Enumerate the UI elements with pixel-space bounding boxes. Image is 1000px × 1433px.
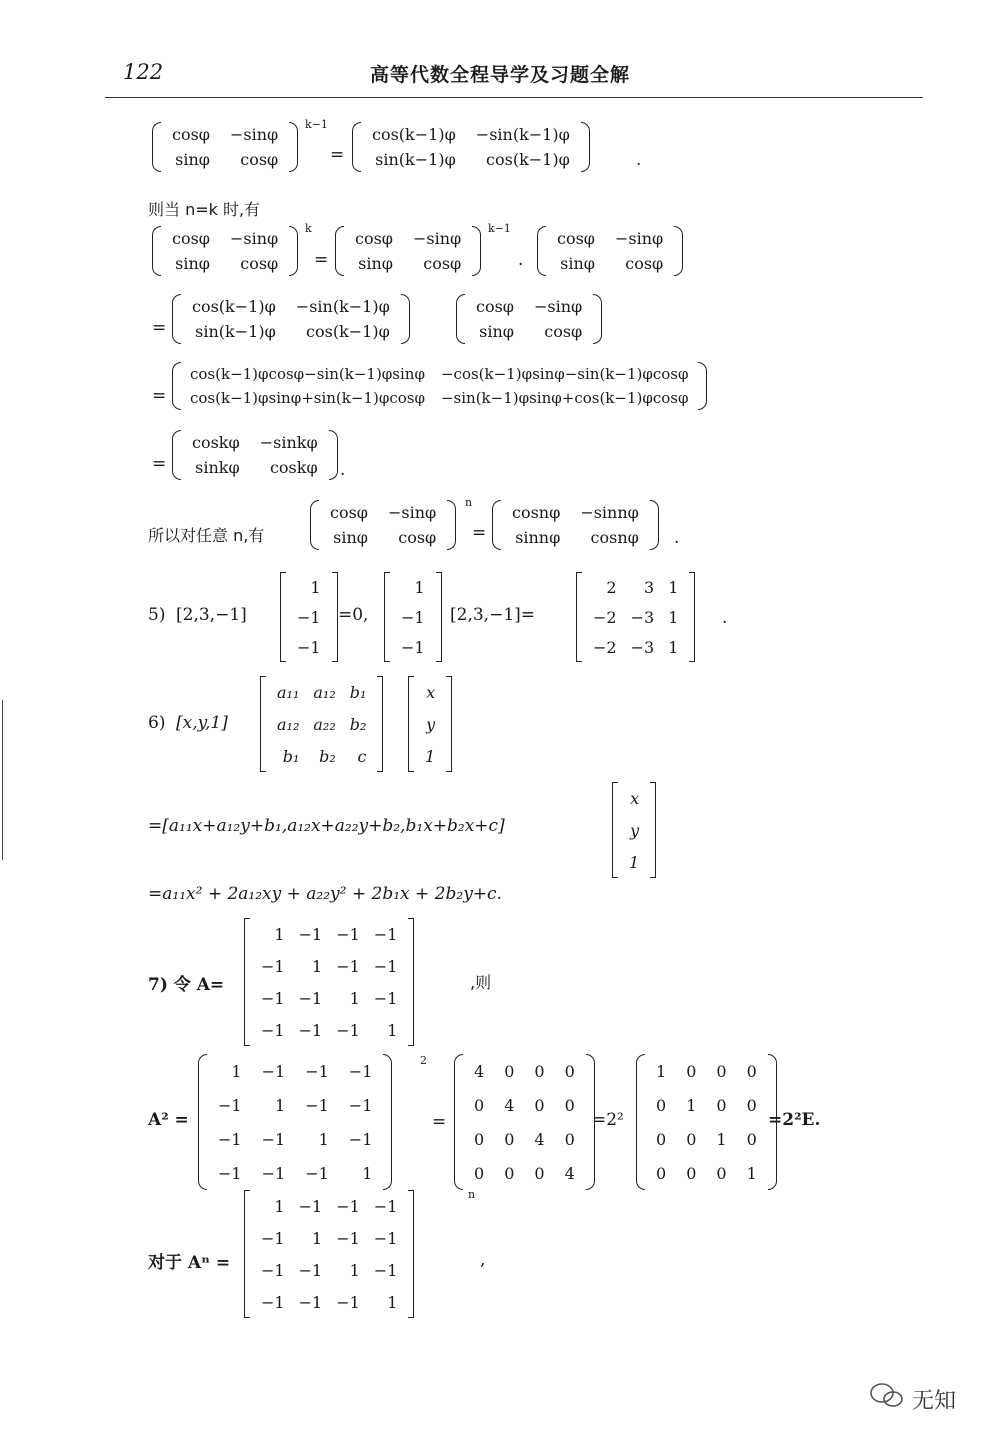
matrix-cell: 1 bbox=[310, 577, 321, 597]
matrix-cell: −1 bbox=[298, 1292, 323, 1312]
matrix-cell: −1 bbox=[218, 1095, 242, 1115]
matrix-cell: −1 bbox=[261, 1292, 285, 1312]
period: . bbox=[722, 608, 728, 628]
matrix-cell: cosφ bbox=[355, 229, 394, 248]
matrix-product-expanded bbox=[172, 362, 707, 410]
matrix-cell: a₁₂ bbox=[277, 714, 300, 734]
matrix-cell: 0 bbox=[564, 1095, 575, 1115]
item-label-7: 7) 令 A= bbox=[148, 975, 225, 995]
matrix-cell: −sin(k−1)φ bbox=[295, 297, 390, 316]
matrix-cell: 0 bbox=[504, 1129, 515, 1149]
bracket-right bbox=[446, 676, 452, 772]
matrix-cell: cos(k−1)φ bbox=[192, 297, 276, 316]
matrix-rotation-k-1 bbox=[172, 294, 410, 344]
matrix-cell: 4 bbox=[534, 1129, 545, 1149]
bracket-left bbox=[335, 226, 344, 276]
matrix-cell: −1 bbox=[373, 1228, 398, 1248]
matrix-4I bbox=[454, 1054, 595, 1190]
matrix-cell: −sinφ bbox=[615, 229, 664, 248]
matrix-cell: −2 bbox=[593, 637, 617, 657]
matrix-cell: sinφ bbox=[358, 254, 394, 273]
matrix-rotation-n bbox=[492, 500, 659, 550]
bracket-left bbox=[456, 294, 465, 344]
equals-sign: = bbox=[314, 250, 329, 270]
matrix-cell: 0 bbox=[564, 1061, 575, 1081]
statement-when-n-equals-k: 则当 n=k 时,有 bbox=[148, 200, 261, 219]
bracket-left bbox=[537, 226, 546, 276]
matrix-cell: sin(k−1)φ bbox=[375, 150, 456, 169]
matrix-cell: coskφ bbox=[192, 433, 240, 452]
bracket-left bbox=[384, 572, 390, 662]
matrix-rotation-k-1 bbox=[352, 122, 590, 172]
matrix-cell: −1 bbox=[336, 1020, 360, 1040]
row-vector: [2,3,−1] bbox=[176, 605, 247, 625]
matrix-cell: −3 bbox=[630, 637, 655, 657]
matrix-cell: 1 bbox=[349, 988, 360, 1008]
matrix-cell: 1 bbox=[668, 607, 679, 627]
matrix-rotation bbox=[335, 226, 481, 276]
matrix-cell: −1 bbox=[298, 924, 323, 944]
matrix-cell: sin(k−1)φ bbox=[195, 322, 276, 341]
period: . bbox=[636, 150, 642, 170]
column-vector bbox=[612, 782, 656, 878]
matrix-cell: b₂ bbox=[349, 714, 367, 734]
bracket-right bbox=[650, 782, 656, 878]
matrix-cell: 0 bbox=[504, 1061, 515, 1081]
wechat-icon bbox=[868, 1380, 908, 1410]
matrix-cell: −1 bbox=[373, 956, 398, 976]
matrix-cell: cosφ bbox=[557, 229, 596, 248]
matrix-cell: y bbox=[630, 820, 640, 840]
matrix-cell: 1 bbox=[668, 637, 679, 657]
matrix-cell: −sinφ bbox=[230, 125, 279, 144]
matrix-cell: −sinφ bbox=[388, 503, 437, 522]
bracket-right bbox=[383, 1054, 392, 1190]
matrix-cell: 3 bbox=[644, 577, 655, 597]
bracket-left bbox=[454, 1054, 463, 1190]
matrix-cell: 1 bbox=[231, 1061, 242, 1081]
matrix-cell: −1 bbox=[261, 988, 285, 1008]
matrix-cell: 1 bbox=[275, 1095, 286, 1115]
matrix-cell: 0 bbox=[716, 1061, 727, 1081]
A-power-n-label: 对于 Aⁿ = bbox=[148, 1253, 231, 1273]
matrix-cell: −2 bbox=[593, 607, 617, 627]
multiply-dot: · bbox=[518, 255, 524, 275]
bracket-right bbox=[408, 1190, 414, 1318]
matrix-cell: −1 bbox=[336, 924, 360, 944]
matrix-cell: 1 bbox=[274, 1196, 285, 1216]
bracket-right bbox=[674, 226, 683, 276]
matrix-cell: y bbox=[426, 714, 436, 734]
result-matrix bbox=[576, 572, 695, 662]
bracket-left bbox=[244, 1190, 250, 1318]
bracket-left bbox=[352, 122, 361, 172]
matrix-cell: 1 bbox=[425, 746, 436, 766]
item-label-6: 6) bbox=[148, 713, 166, 733]
matrix-cell: −sinnφ bbox=[580, 503, 639, 522]
matrix-cell: −1 bbox=[261, 1020, 285, 1040]
matrix-rotation-k bbox=[172, 430, 338, 480]
exponent: n bbox=[465, 496, 473, 509]
bracket-left bbox=[576, 572, 582, 662]
equals-sign: = bbox=[432, 1112, 447, 1132]
matrix-cell: a₁₁ bbox=[277, 682, 300, 702]
matrix-cell: −1 bbox=[261, 1129, 286, 1149]
matrix-cell: 1 bbox=[312, 956, 323, 976]
matrix-cell: 0 bbox=[746, 1129, 757, 1149]
matrix-cell: −3 bbox=[630, 607, 655, 627]
matrix-cell: −sinφ bbox=[534, 297, 583, 316]
equals-zero: =0, bbox=[338, 605, 369, 625]
exponent: k−1 bbox=[488, 222, 511, 235]
quadratic-form-matrix bbox=[260, 676, 383, 772]
matrix-cell: 1 bbox=[349, 1260, 360, 1280]
matrix-cell: −1 bbox=[261, 1163, 286, 1183]
matrix-cell: −1 bbox=[373, 924, 398, 944]
matrix-cell: −1 bbox=[305, 1095, 329, 1115]
bracket-left bbox=[172, 294, 181, 344]
matrix-cell: 0 bbox=[686, 1061, 697, 1081]
matrix-cell: −1 bbox=[348, 1129, 373, 1149]
matrix-cell: 0 bbox=[474, 1163, 485, 1183]
matrix-cell: sinφ bbox=[479, 322, 515, 341]
margin-line bbox=[2, 700, 3, 860]
matrix-cell: cosφ bbox=[544, 322, 583, 341]
quadratic-result: =a₁₁x² + 2a₁₂xy + a₂₂y² + 2b₁x + 2b₂y+c. bbox=[148, 884, 502, 904]
matrix-cell: −1 bbox=[218, 1129, 242, 1149]
matrix-cell: 1 bbox=[274, 924, 285, 944]
matrix-cell: 1 bbox=[668, 577, 679, 597]
matrix-cell: −sinkφ bbox=[259, 433, 318, 452]
matrix-cell: x bbox=[426, 682, 436, 702]
matrix-rotation bbox=[152, 226, 298, 276]
identity-matrix bbox=[636, 1054, 777, 1190]
then-text: ,则 bbox=[470, 973, 492, 992]
matrix-cell: 1 bbox=[686, 1095, 697, 1115]
matrix-cell: cosφ bbox=[398, 528, 437, 547]
matrix-cell: −1 bbox=[348, 1061, 373, 1081]
bracket-right bbox=[377, 676, 383, 772]
matrix-cell: 0 bbox=[474, 1129, 485, 1149]
matrix-cell: −1 bbox=[305, 1163, 329, 1183]
bracket-right bbox=[401, 294, 410, 344]
matrix-cell: 0 bbox=[564, 1129, 575, 1149]
matrix-cell: cosnφ bbox=[512, 503, 561, 522]
matrix-cell: 0 bbox=[474, 1095, 485, 1115]
matrix-cell: −1 bbox=[298, 1020, 323, 1040]
bracket-left bbox=[244, 918, 250, 1046]
matrix-cell: −cos(k−1)φsinφ−sin(k−1)φcosφ bbox=[440, 365, 689, 383]
matrix-cell: 0 bbox=[534, 1095, 545, 1115]
page-number: 122 bbox=[123, 60, 164, 84]
bracket-right bbox=[289, 226, 298, 276]
equals-sign: = bbox=[152, 386, 167, 406]
bracket-right bbox=[447, 500, 456, 550]
bracket-left bbox=[152, 226, 161, 276]
matrix-cell: cos(k−1)φcosφ−sin(k−1)φsinφ bbox=[190, 365, 425, 383]
matrix-cell: cosφ bbox=[240, 150, 279, 169]
matrix-cell: 1 bbox=[656, 1061, 667, 1081]
matrix-cell: −1 bbox=[261, 1228, 285, 1248]
column-vector bbox=[408, 676, 452, 772]
matrix-cell: 1 bbox=[318, 1129, 329, 1149]
matrix-cell: 4 bbox=[564, 1163, 575, 1183]
matrix-cell: 1 bbox=[746, 1163, 757, 1183]
bracket-left bbox=[260, 676, 266, 772]
exponent: k−1 bbox=[305, 118, 328, 131]
bracket-left bbox=[492, 500, 501, 550]
matrix-cell: −1 bbox=[297, 607, 321, 627]
matrix-cell: b₂ bbox=[319, 746, 336, 766]
matrix-cell: −1 bbox=[261, 956, 285, 976]
matrix-cell: sinkφ bbox=[195, 458, 240, 477]
bracket-right bbox=[436, 572, 442, 662]
matrix-cell: −1 bbox=[373, 1196, 398, 1216]
matrix-cell: −1 bbox=[336, 1292, 360, 1312]
bracket-right bbox=[289, 122, 298, 172]
header-rule bbox=[105, 97, 923, 98]
matrix-cell: 1 bbox=[629, 852, 640, 872]
matrix-cell: −1 bbox=[336, 1228, 360, 1248]
matrix-cell: 0 bbox=[686, 1129, 697, 1149]
bracket-right bbox=[408, 918, 414, 1046]
column-vector bbox=[280, 572, 338, 662]
matrix-cell: −1 bbox=[298, 1260, 323, 1280]
matrix-cell: cosφ bbox=[330, 503, 369, 522]
matrix-cell: cos(k−1)φ bbox=[372, 125, 456, 144]
bracket-left bbox=[172, 430, 181, 480]
matrix-cell: sinφ bbox=[560, 254, 596, 273]
matrix-cell: 1 bbox=[414, 577, 425, 597]
matrix-cell: cosφ bbox=[172, 125, 211, 144]
matrix-cell: 4 bbox=[474, 1061, 485, 1081]
exponent: n bbox=[468, 1188, 476, 1201]
matrix-cell: −1 bbox=[297, 637, 321, 657]
matrix-cell: −1 bbox=[261, 1260, 285, 1280]
matrix-cell: cosφ bbox=[625, 254, 664, 273]
matrix-rotation bbox=[310, 500, 456, 550]
bracket-right bbox=[332, 572, 338, 662]
matrix-cell: −1 bbox=[401, 607, 425, 627]
matrix-cell: cos(k−1)φ bbox=[486, 150, 570, 169]
statement-for-any-n: 所以对任意 n,有 bbox=[148, 526, 265, 545]
matrix-cell: −1 bbox=[305, 1061, 329, 1081]
matrix-cell: −sin(k−1)φ bbox=[475, 125, 570, 144]
bracket-right bbox=[689, 572, 695, 662]
matrix-cell: −1 bbox=[261, 1061, 286, 1081]
matrix-cell: sinφ bbox=[175, 254, 211, 273]
item-label-5: 5) bbox=[148, 605, 166, 625]
matrix-rotation bbox=[537, 226, 683, 276]
matrix-A bbox=[244, 918, 414, 1046]
matrix-cell: −sin(k−1)φsinφ+cos(k−1)φcosφ bbox=[440, 389, 689, 407]
equals-two-squared: =2² bbox=[592, 1110, 624, 1130]
matrix-cell: a₂₂ bbox=[313, 714, 336, 734]
matrix-cell: cosφ bbox=[172, 229, 211, 248]
matrix-rotation bbox=[456, 294, 602, 344]
bracket-right bbox=[698, 362, 707, 410]
column-vector bbox=[384, 572, 442, 662]
page-header-title: 高等代数全程导学及习题全解 bbox=[370, 64, 631, 86]
bracket-left bbox=[636, 1054, 645, 1190]
matrix-cell: b₁ bbox=[349, 682, 367, 702]
matrix-cell: cosφ bbox=[240, 254, 279, 273]
equals-sign: = bbox=[152, 454, 167, 474]
bracket-right bbox=[650, 500, 659, 550]
matrix-cell: 0 bbox=[534, 1061, 545, 1081]
bracket-right bbox=[329, 430, 338, 480]
matrix-cell: 0 bbox=[534, 1163, 545, 1183]
matrix-cell: 1 bbox=[312, 1228, 323, 1248]
matrix-cell: 2 bbox=[606, 577, 617, 597]
matrix-cell: −1 bbox=[336, 956, 360, 976]
bracket-right bbox=[593, 294, 602, 344]
bracket-right bbox=[581, 122, 590, 172]
matrix-cell: cosnφ bbox=[590, 528, 639, 547]
matrix-cell: 1 bbox=[387, 1020, 398, 1040]
matrix-cell: 1 bbox=[362, 1163, 373, 1183]
matrix-cell: −1 bbox=[373, 1260, 398, 1280]
matrix-cell: −1 bbox=[401, 637, 425, 657]
bracket-left bbox=[408, 676, 414, 772]
matrix-cell: −1 bbox=[373, 988, 398, 1008]
result-2-squared-E: =2²E. bbox=[768, 1110, 821, 1130]
matrix-cell: sinφ bbox=[333, 528, 369, 547]
matrix-cell: 1 bbox=[716, 1129, 727, 1149]
matrix-cell: −1 bbox=[218, 1163, 242, 1183]
matrix-cell: cos(k−1)φ bbox=[306, 322, 390, 341]
matrix-cell: −1 bbox=[298, 988, 323, 1008]
matrix-cell: b₁ bbox=[282, 746, 300, 766]
matrix-cell: 0 bbox=[716, 1095, 727, 1115]
matrix-cell: sinφ bbox=[175, 150, 211, 169]
equals-sign: = bbox=[152, 318, 167, 338]
bracket-left bbox=[198, 1054, 207, 1190]
matrix-cell: 0 bbox=[746, 1061, 757, 1081]
bracket-left bbox=[152, 122, 161, 172]
bracket-left bbox=[612, 782, 618, 878]
matrix-cell: 0 bbox=[656, 1163, 667, 1183]
matrix-cell: −sinφ bbox=[230, 229, 279, 248]
period: . bbox=[340, 460, 346, 480]
row-vector: [2,3,−1]= bbox=[450, 605, 536, 625]
matrix-cell: cosφ bbox=[476, 297, 515, 316]
matrix-cell: 0 bbox=[656, 1095, 667, 1115]
comma: , bbox=[480, 1250, 486, 1270]
matrix-A bbox=[198, 1054, 392, 1190]
bracket-left bbox=[280, 572, 286, 662]
matrix-cell: 0 bbox=[504, 1163, 515, 1183]
bracket-left bbox=[172, 362, 181, 410]
matrix-cell: 0 bbox=[716, 1163, 727, 1183]
equals-sign: = bbox=[472, 523, 487, 543]
matrix-cell: 0 bbox=[686, 1163, 697, 1183]
period: . bbox=[674, 528, 680, 548]
equals-sign: = bbox=[330, 145, 345, 165]
row-vector: [x,y,1] bbox=[176, 713, 228, 733]
matrix-cell: 4 bbox=[504, 1095, 515, 1115]
A-squared-label: A² = bbox=[148, 1110, 189, 1130]
matrix-cell: −1 bbox=[348, 1095, 373, 1115]
matrix-cell: 0 bbox=[656, 1129, 667, 1149]
matrix-rotation bbox=[152, 122, 298, 172]
bracket-right bbox=[472, 226, 481, 276]
exponent: k bbox=[305, 222, 312, 235]
matrix-cell: cosφ bbox=[423, 254, 462, 273]
matrix-cell: 1 bbox=[387, 1292, 398, 1312]
matrix-cell: −1 bbox=[298, 1196, 323, 1216]
matrix-cell: coskφ bbox=[269, 458, 318, 477]
bracket-left bbox=[310, 500, 319, 550]
matrix-A bbox=[244, 1190, 414, 1318]
watermark-text: 无知 bbox=[912, 1389, 957, 1414]
matrix-cell: −sinφ bbox=[413, 229, 462, 248]
exponent: 2 bbox=[420, 1054, 427, 1067]
matrix-cell: sinnφ bbox=[515, 528, 561, 547]
matrix-cell: a₁₂ bbox=[313, 682, 336, 702]
matrix-cell: 0 bbox=[746, 1095, 757, 1115]
matrix-cell: c bbox=[357, 746, 367, 766]
matrix-cell: −1 bbox=[336, 1196, 360, 1216]
matrix-cell: x bbox=[630, 788, 640, 808]
matrix-cell: cos(k−1)φsinφ+sin(k−1)φcosφ bbox=[190, 389, 425, 407]
expanded-row: =[a₁₁x+a₁₂y+b₁,a₁₂x+a₂₂y+b₂,b₁x+b₂x+c] bbox=[148, 816, 505, 836]
